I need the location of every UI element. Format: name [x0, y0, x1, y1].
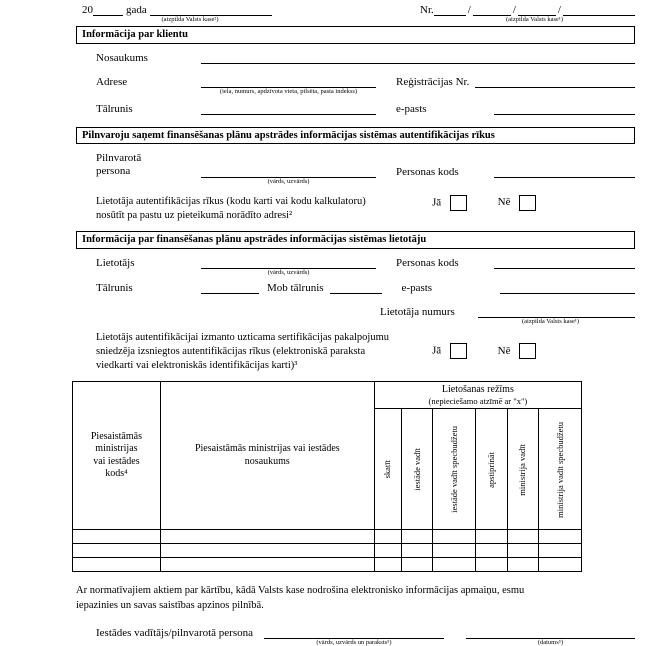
signature-input[interactable] — [264, 627, 444, 639]
year-input[interactable] — [93, 4, 123, 16]
client-name-label: Nosaukums — [96, 51, 148, 64]
col-header-code-line2: ministrijas — [95, 443, 138, 455]
section-1-title: Informācija par klientu — [76, 26, 635, 44]
mode-label-5: ministrija vadīt specbudžetu — [554, 421, 565, 518]
user-mobile-label: Mob tālrunis — [267, 281, 324, 294]
client-phone-row — [96, 103, 635, 115]
authorized-person-code-label: Personas kods — [396, 165, 459, 178]
col-header-code-line1: Piesaistāmās — [90, 430, 142, 442]
col-header-code-line3: vai iestādes — [93, 455, 140, 467]
certificate-yes-checkbox[interactable] — [450, 343, 467, 359]
client-address-input[interactable] — [201, 76, 376, 88]
mode-label-0: skatīt — [382, 460, 393, 479]
cell-mode-0[interactable] — [374, 544, 401, 558]
signer-label: Iestādes vadītājs/pilnvarotā persona — [96, 626, 254, 639]
legal-statement-line2: iepazinies un savas saistības apzinos pilnībā. — [76, 599, 264, 611]
client-name-input[interactable] — [201, 52, 635, 64]
year-prefix: 20 — [82, 4, 93, 16]
cell-mode-5[interactable] — [539, 530, 582, 544]
form-header — [0, 0, 645, 23]
user-name-note: (vārds, uzvārds) — [267, 268, 310, 276]
user-email-label: e-pasts — [401, 281, 433, 294]
col-header-code — [73, 382, 161, 530]
client-address-row — [96, 76, 635, 88]
section-3-title: Informācija par finansēšanas plānu apstrādes informācijas sistēmas lietotāju — [76, 231, 635, 249]
nr-part3-input[interactable] — [518, 4, 556, 16]
table-row[interactable] — [73, 530, 582, 544]
cell-mode-4[interactable] — [507, 558, 539, 572]
cell-mode-2[interactable] — [433, 558, 476, 572]
user-code-label: Personas kods — [396, 256, 459, 269]
authorized-person-label-line2: persona — [96, 165, 131, 178]
legal-statement-line1: Ar normatīvajiem aktiem par kārtību, kādā Valsts kase nodrošina elektronisko informācijas apmaiņu, esmu — [76, 585, 525, 597]
legal-statement — [76, 584, 635, 612]
cell-name[interactable] — [160, 558, 374, 572]
modes-title-line1: Lietošanas režīms — [441, 383, 514, 395]
certificate-no-label: Nē — [497, 344, 511, 357]
signature-row — [96, 627, 635, 639]
modes-title-line2: (nepieciešamo atzīmē ar "x") — [428, 396, 528, 407]
user-mobile-input[interactable] — [330, 282, 382, 294]
delivery-yes-label: Jā — [432, 196, 442, 209]
cell-mode-4[interactable] — [507, 544, 539, 558]
client-email-input[interactable] — [494, 103, 635, 115]
date-signature-input[interactable] — [466, 627, 635, 639]
user-phone-label: Tālrunis — [96, 281, 133, 294]
cell-mode-1[interactable] — [401, 530, 433, 544]
col-header-modes — [374, 382, 581, 409]
delivery-no-checkbox[interactable] — [519, 195, 536, 211]
col-header-name-line1: Piesaistāmās ministrijas vai iestādes — [194, 443, 340, 455]
mode-label-3: apstiprināt — [485, 451, 496, 488]
cell-mode-0[interactable] — [374, 530, 401, 544]
year-note: (aizpilda Valsts kase²) — [161, 16, 219, 23]
nr-note: (aizpilda Valsts kase¹) — [505, 16, 564, 23]
year-suffix: gada — [126, 4, 147, 16]
cell-mode-5[interactable] — [539, 558, 582, 572]
client-reg-label: Reģistrācijas Nr. — [396, 75, 470, 88]
user-name-input[interactable] — [201, 257, 376, 269]
user-name-row — [96, 257, 635, 269]
authorized-person-row — [96, 152, 635, 177]
authorized-person-input[interactable] — [201, 166, 376, 178]
col-header-mode-0 — [374, 409, 401, 530]
certificate-text-line3: viedkarti vai elektroniskās identifikācijas karti)³ — [96, 360, 298, 372]
table-row[interactable] — [73, 544, 582, 558]
delivery-text-line2: nosūtīt pa pastu uz pieteikumā norādīto adresi² — [96, 209, 293, 221]
col-header-mode-1 — [401, 409, 433, 530]
client-phone-input[interactable] — [201, 103, 376, 115]
certificate-option-row — [96, 331, 635, 374]
cell-name[interactable] — [160, 530, 374, 544]
nr-sep-2: / — [512, 4, 516, 16]
user-phone-input[interactable] — [201, 282, 259, 294]
col-header-mode-5 — [539, 409, 582, 530]
user-number-label: Lietotāja numurs — [380, 305, 455, 318]
cell-mode-3[interactable] — [476, 544, 508, 558]
cell-mode-0[interactable] — [374, 558, 401, 572]
certificate-yes-label: Jā — [432, 344, 442, 357]
delivery-option-row — [96, 195, 635, 223]
col-header-name — [160, 382, 374, 530]
cell-code[interactable] — [73, 530, 161, 544]
certificate-no-checkbox[interactable] — [519, 343, 536, 359]
mode-label-2: iestāde vadīt specbudžetu — [448, 426, 459, 513]
cell-name[interactable] — [160, 544, 374, 558]
authorized-person-label-line1: Pilnvarotā — [96, 152, 142, 165]
cell-mode-2[interactable] — [433, 544, 476, 558]
col-header-mode-4 — [507, 409, 539, 530]
cell-code[interactable] — [73, 544, 161, 558]
table-header-row-modes — [73, 382, 582, 409]
client-address-label: Adrese — [96, 75, 128, 88]
institutions-table — [72, 381, 582, 572]
year-field-group — [82, 4, 272, 23]
nr-part4-input[interactable] — [563, 4, 635, 16]
delivery-text-line1: Lietotāja autentifikācijas rīkus (kodu karti vai kodu kalkulatoru) — [96, 195, 366, 207]
user-number-note: (aizpilda Valsts kase¹) — [521, 317, 580, 325]
cell-mode-1[interactable] — [401, 544, 433, 558]
delivery-no-label: Nē — [497, 196, 511, 209]
nr-label: Nr. — [420, 4, 434, 16]
client-address-note: (iela, numurs, apdzīvota vieta, pilsēta, pasta indekss) — [219, 87, 358, 95]
section-2-title: Pilnvaroju saņemt finansēšanas plānu apstrādes informācijas sistēmas autentifikācijas rīkus — [76, 127, 635, 145]
delivery-yes-checkbox[interactable] — [450, 195, 467, 211]
nr-sep-3: / — [557, 4, 561, 16]
nr-part2-input[interactable] — [473, 4, 511, 16]
authorized-person-code-input[interactable] — [494, 166, 635, 178]
client-reg-input[interactable] — [475, 76, 635, 88]
mode-label-4: ministrija vadīt — [517, 443, 528, 496]
cell-mode-3[interactable] — [476, 530, 508, 544]
cell-mode-1[interactable] — [401, 558, 433, 572]
col-header-code-line4: kods⁴ — [105, 468, 128, 480]
date-note: (datums⁵) — [537, 638, 564, 646]
client-email-label: e-pasts — [396, 102, 427, 115]
col-header-name-line2: nosaukums — [244, 455, 290, 467]
cell-mode-4[interactable] — [507, 530, 539, 544]
nr-sep-1: / — [467, 4, 471, 16]
user-code-input[interactable] — [494, 257, 635, 269]
client-phone-label: Tālrunis — [96, 102, 133, 115]
certificate-text-line1: Lietotājs autentifikācijai izmanto uzticama sertifikācijas pakalpojumu — [96, 331, 390, 343]
cell-mode-5[interactable] — [539, 544, 582, 558]
number-field-group — [420, 4, 635, 23]
cell-mode-2[interactable] — [433, 530, 476, 544]
table-row[interactable] — [73, 558, 582, 572]
col-header-mode-2 — [433, 409, 476, 530]
user-number-row — [96, 306, 635, 318]
client-name-row — [96, 52, 635, 64]
col-header-mode-3 — [476, 409, 508, 530]
mode-label-1: iestāde vadīt — [411, 448, 422, 491]
cell-code[interactable] — [73, 558, 161, 572]
signature-note: (vārds, uzvārds un paraksts⁵) — [316, 638, 392, 646]
certificate-text-line2: sniedzēja izsniegtos autentifikācijas rīkus (elektroniskā paraksta — [96, 346, 366, 358]
user-number-input[interactable] — [478, 306, 635, 318]
authorized-person-note: (vārds, uzvārds) — [267, 177, 310, 185]
user-phone-row — [96, 282, 635, 294]
cell-mode-3[interactable] — [476, 558, 508, 572]
user-email-input[interactable] — [500, 282, 635, 294]
date-input[interactable] — [150, 4, 272, 16]
user-name-label: Lietotājs — [96, 256, 135, 269]
nr-part1-input[interactable] — [434, 4, 466, 16]
